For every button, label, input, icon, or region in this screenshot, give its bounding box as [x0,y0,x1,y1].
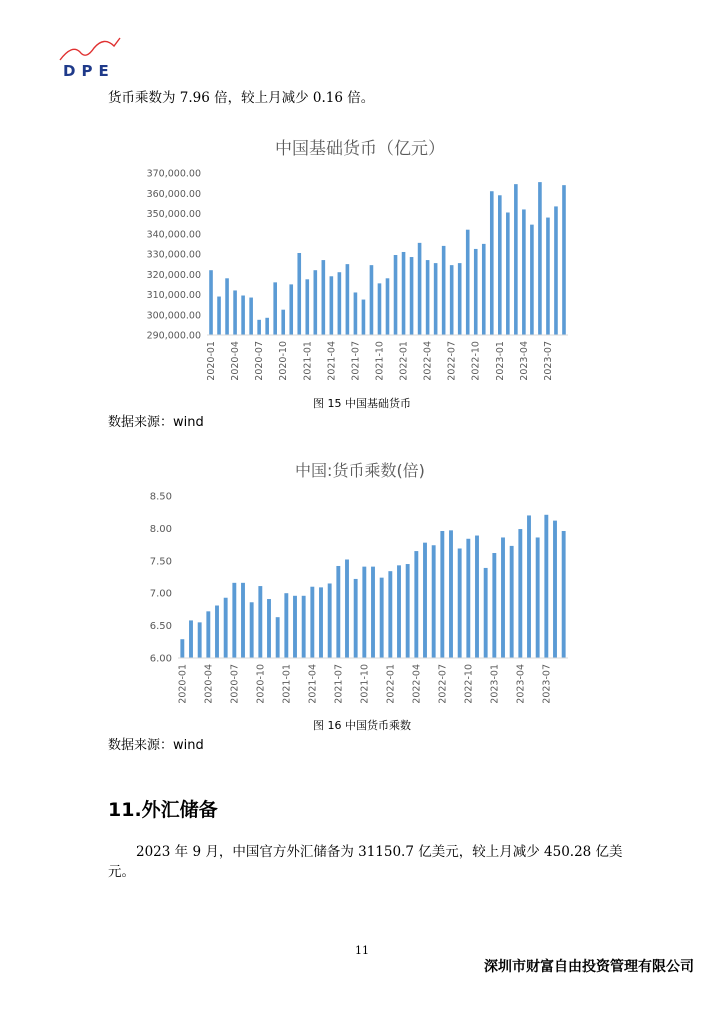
bar-2022-07 [440,531,444,658]
x-tick-label: 2023-07 [541,664,553,704]
bar-2021-12 [380,578,384,658]
y-tick-label: 300,000.00 [146,310,201,322]
bar-2022-11 [482,244,486,335]
section-body-line-2: 元。 [108,864,135,880]
y-tick-label: 360,000.00 [146,188,201,200]
company-name: 深圳市财富自由投资管理有限公司 [484,959,694,975]
bar-2021-02 [314,270,318,335]
y-tick-label: 6.50 [149,621,172,633]
bar-2023-05 [530,225,534,335]
x-tick-label: 2022-07 [446,341,458,381]
bar-2022-07 [450,265,454,335]
bar-2023-08 [554,206,558,335]
base-money-bar-chart [0,160,724,400]
bar-2022-06 [442,246,446,335]
bar-2021-08 [345,560,349,659]
bar-2022-04 [414,551,418,658]
bar-2022-06 [432,545,436,658]
bar-2023-09 [562,531,566,658]
bar-2023-01 [492,553,496,658]
bar-2020-03 [225,278,229,335]
x-tick-label: 2020-01 [177,664,189,704]
bar-2021-10 [362,567,366,658]
bar-2022-01 [388,571,392,658]
figure-caption-base-money: 图 15 中国基础货币 [313,397,411,410]
bar-2023-07 [546,218,550,335]
y-tick-label: 350,000.00 [146,209,201,220]
x-tick-label: 2021-01 [302,341,314,381]
bar-2023-02 [506,212,510,335]
x-tick-label: 2020-01 [206,341,218,381]
bar-2022-10 [474,249,478,335]
bar-2020-10 [258,586,262,658]
y-tick-label: 6.00 [149,653,172,665]
y-tick-label: 320,000.00 [146,269,201,281]
y-tick-label: 7.00 [149,588,172,600]
bar-2022-04 [426,260,430,335]
bar-2022-02 [410,257,414,335]
bar-2020-02 [217,297,221,335]
bar-2021-10 [378,283,382,335]
bar-2020-11 [267,599,271,658]
bar-2021-09 [370,265,374,335]
x-tick-label: 2023-04 [518,341,530,381]
bar-2021-08 [362,300,366,335]
bar-2021-07 [336,566,340,658]
y-tick-label: 370,000.00 [146,168,201,180]
bar-2020-10 [281,310,285,335]
bar-2022-11 [475,536,479,658]
bar-2020-08 [265,318,269,335]
x-tick-label: 2023-01 [489,664,501,704]
bar-2022-05 [434,263,438,335]
x-tick-label: 2020-07 [229,664,241,704]
y-tick-label: 8.00 [149,523,172,535]
intro-paragraph: 货币乘数为 7.96 倍，较上月减少 0.16 倍。 [108,90,375,106]
bar-2021-01 [284,593,288,658]
x-tick-label: 2020-04 [203,664,215,704]
bar-2021-05 [338,272,342,335]
bar-2023-08 [553,521,557,658]
x-tick-label: 2022-04 [422,341,434,381]
y-tick-label: 8.50 [149,491,172,503]
bar-2022-03 [406,564,410,658]
bar-2020-09 [273,282,277,335]
bar-2021-04 [330,276,334,335]
bar-2023-07 [544,515,548,658]
bar-2021-01 [305,279,309,335]
x-tick-label: 2020-07 [254,341,266,381]
multiplier-bar-chart [0,484,724,714]
bar-2021-11 [371,567,375,658]
bar-2021-09 [354,579,358,658]
bar-2020-11 [289,284,293,335]
x-tick-label: 2022-01 [385,664,397,704]
x-tick-label: 2022-04 [411,664,423,704]
bar-2023-09 [562,185,566,335]
bar-2021-03 [322,260,326,335]
x-tick-label: 2021-01 [281,664,293,704]
bar-2022-01 [402,252,406,335]
x-tick-label: 2021-04 [326,341,338,381]
bar-2022-08 [449,530,453,658]
x-tick-label: 2023-07 [542,341,554,381]
bar-2021-03 [302,596,306,658]
bar-2022-05 [423,543,427,658]
bar-2023-05 [527,515,531,658]
bar-2021-06 [346,264,350,335]
y-tick-label: 330,000.00 [146,249,201,261]
figure-caption-multiplier: 图 16 中国货币乘数 [313,719,411,732]
bar-2020-07 [232,583,236,658]
bar-2023-03 [510,546,514,658]
bar-2022-03 [418,243,422,335]
bar-2020-05 [241,296,245,335]
bar-2020-12 [276,617,280,658]
section-heading: 11.外汇储备 [108,799,218,821]
x-tick-label: 2021-10 [359,664,371,704]
bar-2022-10 [466,539,470,658]
bar-2023-03 [514,184,518,335]
bar-2022-12 [490,191,494,335]
bar-2020-04 [233,290,237,335]
bar-2023-06 [538,182,542,335]
bar-2021-06 [328,583,332,658]
bar-2023-02 [501,537,505,658]
bar-2022-08 [458,263,462,335]
bar-2020-03 [198,622,202,658]
bar-2021-12 [394,255,398,335]
bar-2020-01 [209,270,213,335]
bar-2021-04 [310,587,314,658]
bar-2020-09 [250,602,254,658]
x-tick-label: 2023-01 [494,341,506,381]
bar-2020-05 [215,606,219,658]
y-tick-label: 290,000.00 [146,330,201,342]
bar-2020-01 [180,639,184,658]
bar-2023-04 [522,209,526,335]
x-tick-label: 2023-04 [515,664,527,704]
bar-2021-02 [293,596,297,658]
x-tick-label: 2021-07 [333,664,345,704]
bar-2020-04 [206,611,210,658]
x-tick-label: 2022-10 [463,664,475,704]
y-tick-label: 340,000.00 [146,229,201,241]
bar-2020-07 [257,320,261,335]
x-tick-label: 2022-10 [470,341,482,381]
bar-2021-07 [354,292,358,335]
page-number: 11 [355,944,369,957]
bar-2021-05 [319,587,323,658]
chart-title-base-money: 中国基础货币（亿元） [275,139,445,159]
bar-2021-11 [386,278,390,335]
x-tick-label: 2020-10 [255,664,267,704]
bar-2020-02 [189,620,193,658]
bar-2023-01 [498,195,502,335]
x-tick-label: 2022-07 [437,664,449,704]
x-tick-label: 2021-07 [350,341,362,381]
bar-2022-02 [397,565,401,658]
bar-2023-06 [536,537,540,658]
bar-2020-06 [249,298,253,335]
x-tick-label: 2020-10 [278,341,290,381]
bar-2022-12 [484,568,488,658]
x-tick-label: 2021-10 [374,341,386,381]
section-body-line-1: 2023 年 9 月，中国官方外汇储备为 31150.7 亿美元，较上月减少 450.28 亿美 [136,844,623,860]
bar-2023-04 [518,529,522,658]
dpe-logo-text: DPE [63,62,115,80]
x-tick-label: 2021-04 [307,664,319,704]
bar-2020-08 [241,583,245,658]
data-source-base-money: 数据来源：wind [108,415,204,430]
bar-2022-09 [458,548,462,658]
y-tick-label: 7.50 [149,556,172,568]
bar-2020-06 [224,598,228,658]
x-tick-label: 2022-01 [398,341,410,381]
y-tick-label: 310,000.00 [146,290,201,301]
data-source-multiplier: 数据来源：wind [108,738,204,753]
bar-2020-12 [297,253,301,335]
x-tick-label: 2020-04 [230,341,242,381]
bar-2022-09 [466,230,470,335]
chart-title-multiplier: 中国:货币乘数(倍) [295,461,425,480]
